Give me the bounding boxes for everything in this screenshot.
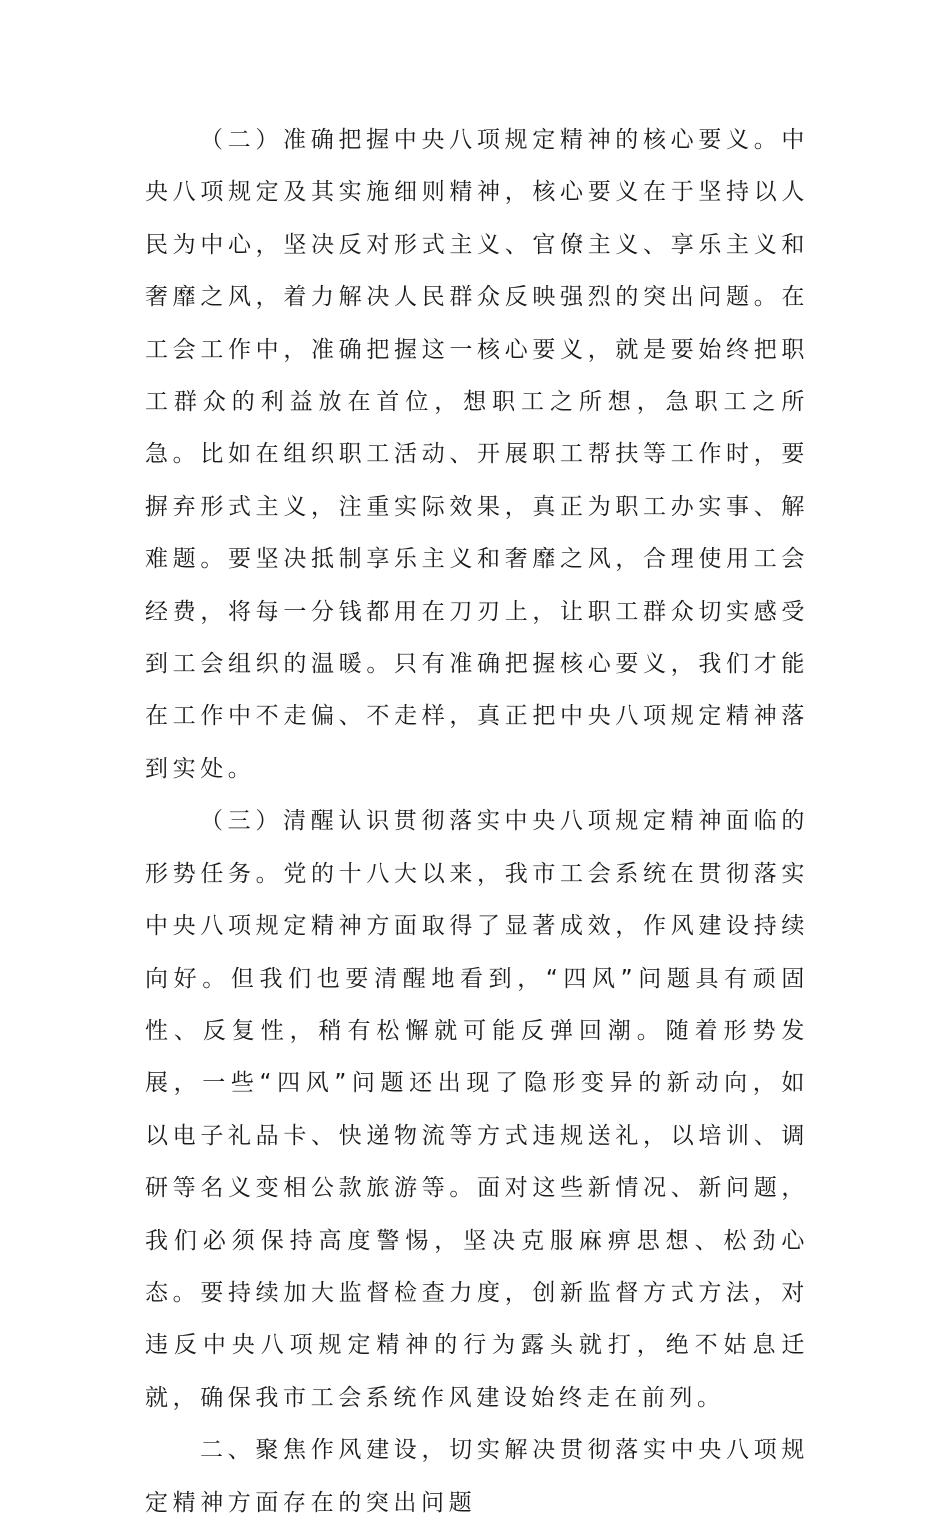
paragraph-situation-tasks: （三）清醒认识贯彻落实中央八项规定精神面临的形势任务。党的十八大以来，我市工会系统在贯彻落实中央八项规定精神方面取得了显著成效，作风建设持续向好。但我们也要清醒地看到，“四风”问题具有顽固性、反复性，稍有松懈就可能反弹回潮。随着形势发展，一些“四风”问题还出现了隐形变异的新动向，如以电子礼品卡、快递物流等方式违规送礼，以培训、调研等名义变相公款旅游等。面对这些新情况、新问题，我们必须保持高度警惕，坚决克服麻痹思想、松劲心态。要持续加大监督检查力度，创新监督方式方法，对违反中央八项规定精神的行为露头就打，绝不姑息迁就，确保我市工会系统作风建设始终走在前列。 — [145, 808, 809, 1411]
document-page — [145, 114, 809, 1529]
paragraph-core-essence: （二）准确把握中央八项规定精神的核心要义。中央八项规定及其实施细则精神，核心要义在于坚持以人民为中心，坚决反对形式主义、官僚主义、享乐主义和奢靡之风，着力解决人民群众反映强烈的突出问题。在工会工作中，准确把握这一核心要义，就是要始终把职工群众的利益放在首位，想职工之所想，急职工之所急。比如在组织职工活动、开展职工帮扶等工作时，要摒弃形式主义，注重实际效果，真正为职工办实事、解难题。要坚决抵制享乐主义和奢靡之风，合理使用工会经费，将每一分钱都用在刀刃上，让职工群众切实感受到工会组织的温暖。只有准确把握核心要义，我们才能在工作中不走偏、不走样，真正把中央八项规定精神落到实处。 — [145, 127, 809, 782]
section-heading-two: 二、聚焦作风建设，切实解决贯彻落实中央八项规定精神方面存在的突出问题 — [145, 1437, 809, 1516]
